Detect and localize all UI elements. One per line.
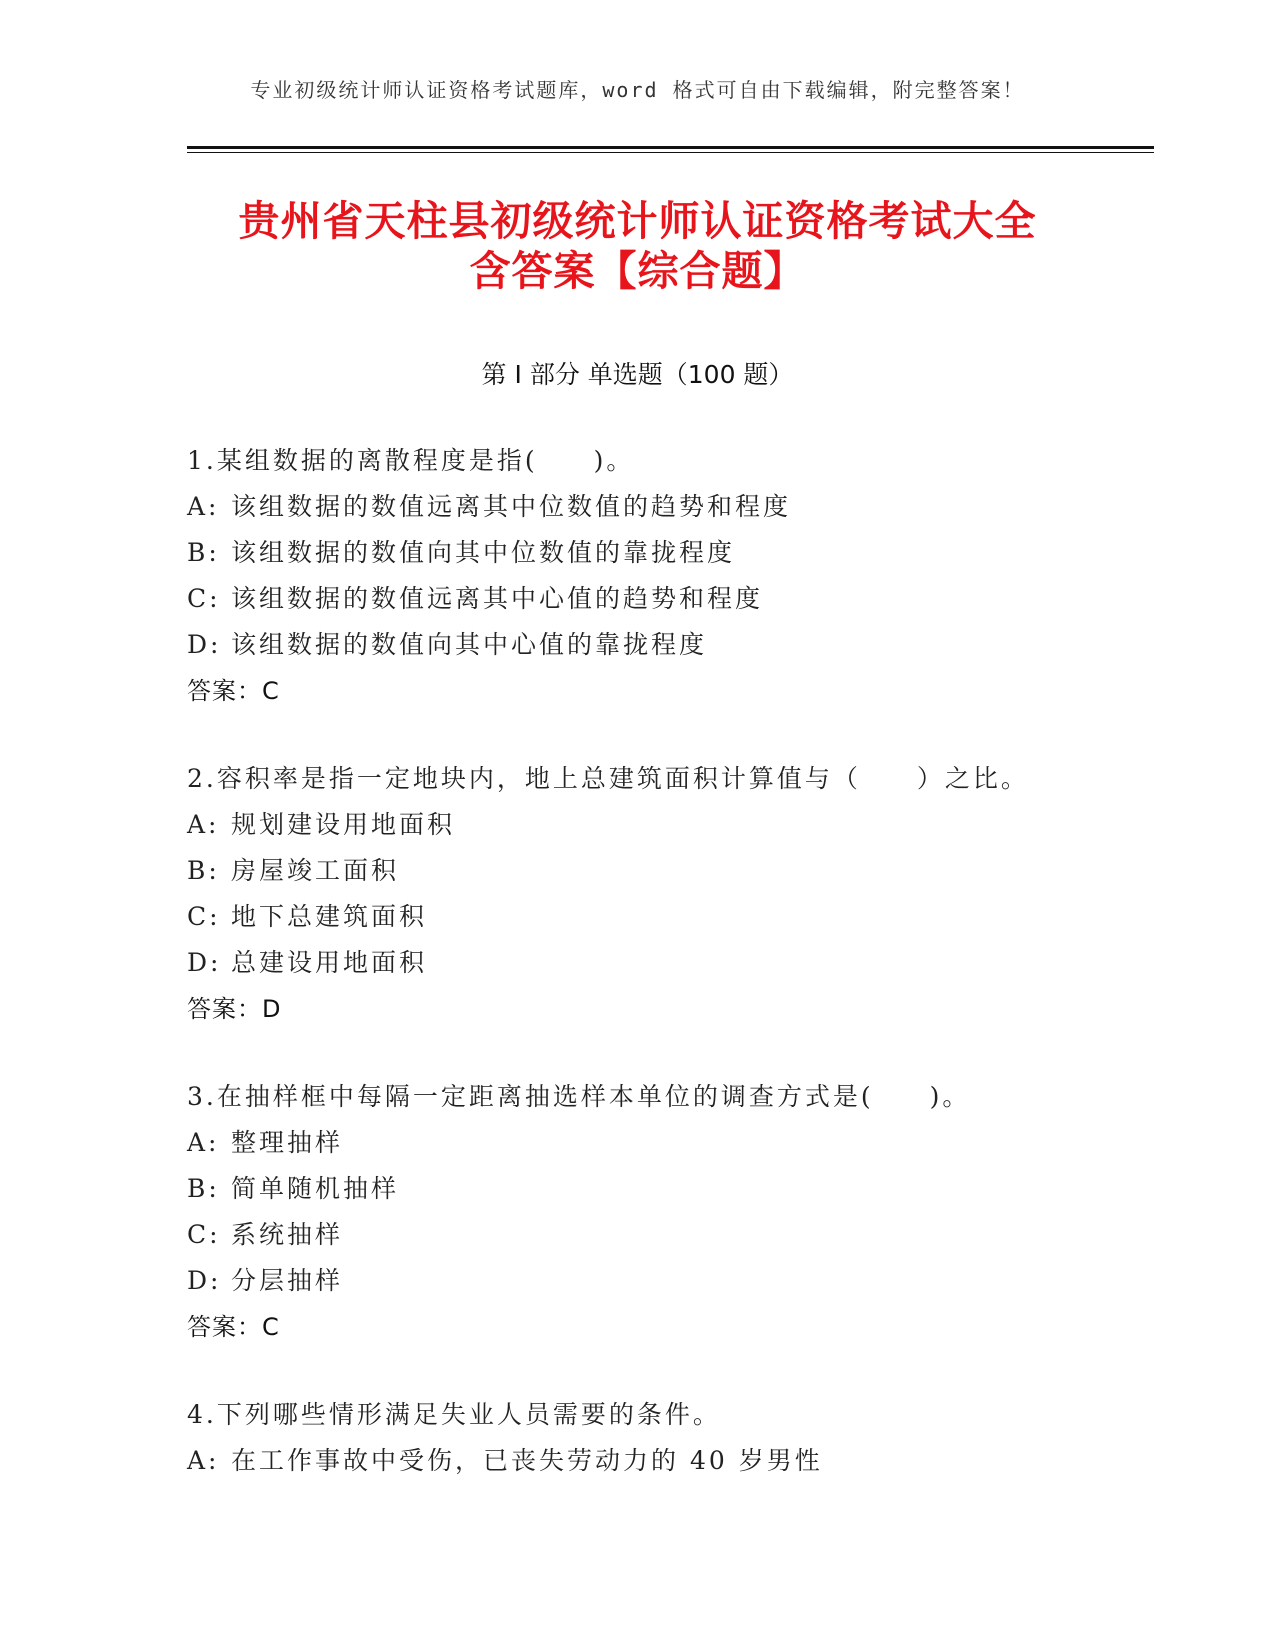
option-text: 简单随机抽样 <box>231 1174 400 1203</box>
option-text: 该组数据的数值远离其中位数值的趋势和程度 <box>231 492 792 521</box>
title-line-1: 贵州省天柱县初级统计师认证资格考试大全 <box>238 197 1037 245</box>
option-b <box>187 530 1137 576</box>
option-text: 房屋竣工面积 <box>231 856 400 885</box>
option-letter: B: <box>187 538 220 567</box>
option-letter: D: <box>187 1266 222 1295</box>
section-heading: 第 I 部分 单选题（100 题） <box>481 360 794 389</box>
option-text: 地下总建筑面积 <box>231 902 428 931</box>
option-letter: A: <box>187 492 220 521</box>
header-rule-thick <box>187 146 1154 149</box>
option-letter: D: <box>187 630 222 659</box>
question-stem: 2.容积率是指一定地块内，地上总建筑面积计算值与（ ）之比。 <box>187 764 1029 793</box>
question-stem: 4.下列哪些情形满足失业人员需要的条件。 <box>187 1400 721 1429</box>
option-letter: A: <box>187 1128 220 1157</box>
answer: 答案：D <box>187 995 282 1023</box>
option-letter: D: <box>187 948 222 977</box>
option-text: 整理抽样 <box>231 1128 344 1157</box>
option-c <box>187 1212 1137 1258</box>
answer: 答案：C <box>187 1313 280 1341</box>
option-letter: A: <box>187 1446 220 1475</box>
answer: 答案：C <box>187 677 280 705</box>
option-letter: B: <box>187 856 220 885</box>
option-b <box>187 848 1137 894</box>
option-d <box>187 1258 1137 1304</box>
option-text: 分层抽样 <box>231 1266 344 1295</box>
option-letter: C: <box>187 584 221 613</box>
question-stem: 3.在抽样框中每隔一定距离抽选样本单位的调查方式是( )。 <box>187 1082 971 1111</box>
option-letter: B: <box>187 1174 220 1203</box>
option-c <box>187 894 1137 940</box>
option-text: 该组数据的数值向其中位数值的靠拢程度 <box>231 538 736 567</box>
option-text: 规划建设用地面积 <box>231 810 456 839</box>
option-text: 系统抽样 <box>231 1220 344 1249</box>
option-a <box>187 1438 1137 1484</box>
option-a <box>187 802 1137 848</box>
option-letter: C: <box>187 902 221 931</box>
option-letter: A: <box>187 810 220 839</box>
option-letter: C: <box>187 1220 221 1249</box>
question-4 <box>187 1392 1137 1484</box>
option-b <box>187 1166 1137 1212</box>
question-2 <box>187 756 1137 1032</box>
option-text: 该组数据的数值向其中心值的靠拢程度 <box>231 630 708 659</box>
option-text: 总建设用地面积 <box>231 948 428 977</box>
option-d <box>187 622 1137 668</box>
option-a <box>187 484 1137 530</box>
header-note: 专业初级统计师认证资格考试题库，word 格式可自由下载编辑，附完整答案！ <box>250 78 1025 102</box>
document-title <box>140 196 1135 296</box>
option-text: 在工作事故中受伤，已丧失劳动力的 40 岁男性 <box>231 1446 823 1475</box>
question-stem: 1.某组数据的离散程度是指( )。 <box>187 446 635 475</box>
header-rule-thin <box>187 152 1154 153</box>
question-list <box>187 438 1137 1526</box>
option-a <box>187 1120 1137 1166</box>
option-text: 该组数据的数值远离其中心值的趋势和程度 <box>231 584 764 613</box>
question-1 <box>187 438 1137 714</box>
option-d <box>187 940 1137 986</box>
option-c <box>187 576 1137 622</box>
title-line-2: 含答案【综合题】 <box>469 247 806 295</box>
question-3 <box>187 1074 1137 1350</box>
